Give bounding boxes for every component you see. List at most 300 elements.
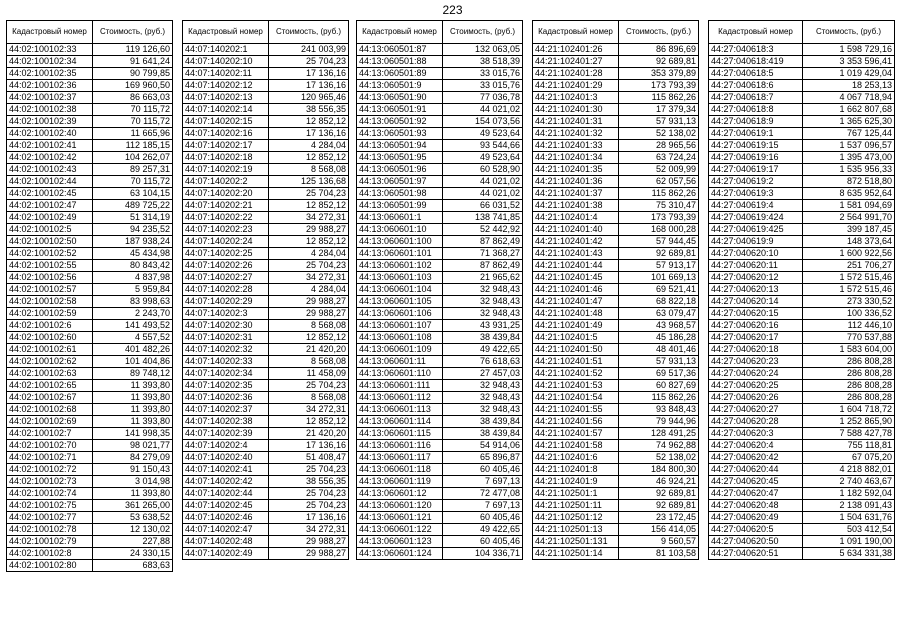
cost-cell: 17 136,16	[269, 128, 349, 140]
cadastral-number-cell: 44:27:040619:2	[709, 176, 803, 188]
cost-cell: 128 491,25	[619, 428, 699, 440]
cadastral-number-cell: 44:07:140202:34	[183, 368, 269, 380]
cost-cell: 34 272,31	[269, 212, 349, 224]
table-row	[709, 488, 895, 500]
table-row	[533, 392, 699, 404]
cost-cell: 141 998,35	[93, 428, 173, 440]
cost-cell: 2 243,70	[93, 308, 173, 320]
table-row	[183, 404, 349, 416]
cadastral-number-cell: 44:07:140202:26	[183, 260, 269, 272]
cadastral-number-cell: 44:02:100102:60	[7, 332, 93, 344]
table-row	[533, 248, 699, 260]
table-row	[709, 104, 895, 116]
table-row	[7, 464, 173, 476]
cadastral-number-cell: 44:07:140202:27	[183, 272, 269, 284]
cost-cell: 227,88	[93, 536, 173, 548]
cost-cell: 27 457,03	[443, 368, 523, 380]
cost-cell: 11 393,80	[93, 380, 173, 392]
cadastral-number-cell: 44:27:040620:16	[709, 320, 803, 332]
cadastral-number-cell: 44:02:100102:55	[7, 260, 93, 272]
cost-cell: 60 405,46	[443, 512, 523, 524]
table-row	[183, 548, 349, 560]
cost-cell: 3 353 596,41	[803, 56, 895, 68]
table-row	[357, 224, 523, 236]
table-row	[533, 404, 699, 416]
table-row	[709, 188, 895, 200]
cost-cell: 29 988,27	[269, 296, 349, 308]
cost-cell: 33 015,76	[443, 68, 523, 80]
table-row	[533, 500, 699, 512]
table-row	[7, 524, 173, 536]
table-row	[183, 476, 349, 488]
table-row	[709, 332, 895, 344]
table-row	[357, 356, 523, 368]
cadastral-number-cell: 44:13:060601:122	[357, 524, 443, 536]
table-row	[183, 428, 349, 440]
cadastral-number-cell: 44:02:100102:69	[7, 416, 93, 428]
table-row	[357, 428, 523, 440]
table-row	[357, 44, 523, 56]
cadastral-number-cell: 44:21:102401:29	[533, 80, 619, 92]
table-row	[533, 116, 699, 128]
cost-cell: 7 588 427,78	[803, 428, 895, 440]
cost-cell: 38 439,84	[443, 332, 523, 344]
cost-cell: 4 837,98	[93, 272, 173, 284]
cost-cell: 286 808,28	[803, 392, 895, 404]
cost-cell: 92 689,81	[619, 56, 699, 68]
table-row	[357, 140, 523, 152]
table-row	[7, 548, 173, 560]
cost-cell: 45 434,98	[93, 248, 173, 260]
cadastral-number-cell: 44:07:140202:28	[183, 284, 269, 296]
cost-cell: 28 965,56	[619, 140, 699, 152]
cost-cell: 12 852,12	[269, 416, 349, 428]
cadastral-number-cell: 44:02:100102:70	[7, 440, 93, 452]
table-row	[709, 476, 895, 488]
cost-cell: 93 848,43	[619, 404, 699, 416]
cadastral-number-cell: 44:07:140202:19	[183, 164, 269, 176]
table-row	[533, 524, 699, 536]
cadastral-number-cell: 44:02:100102:75	[7, 500, 93, 512]
cost-cell: 1 581 094,69	[803, 200, 895, 212]
table-row	[183, 200, 349, 212]
cadastral-number-cell: 44:02:100102:47	[7, 200, 93, 212]
cadastral-number-cell: 44:21:102401:35	[533, 164, 619, 176]
table-row	[7, 140, 173, 152]
table-row	[7, 560, 173, 572]
table-row	[709, 224, 895, 236]
table-row	[533, 356, 699, 368]
cadastral-number-cell: 44:02:100102:56	[7, 272, 93, 284]
cost-cell: 89 748,12	[93, 368, 173, 380]
table-row	[357, 344, 523, 356]
cadastral-number-cell: 44:21:102501:131	[533, 536, 619, 548]
cost-cell: 9 560,57	[619, 536, 699, 548]
cadastral-number-cell: 44:13:060601:1	[357, 212, 443, 224]
cost-cell: 112 446,10	[803, 320, 895, 332]
cadastral-number-cell: 44:07:140202:1	[183, 44, 269, 56]
cost-cell: 8 635 952,64	[803, 188, 895, 200]
table-row	[183, 68, 349, 80]
cadastral-number-cell: 44:07:140202:32	[183, 344, 269, 356]
cadastral-number-cell: 44:13:060601:100	[357, 236, 443, 248]
table-row	[357, 464, 523, 476]
cadastral-number-cell: 44:02:100102:33	[7, 44, 93, 56]
cost-cell: 33 015,76	[443, 80, 523, 92]
cadastral-number-cell: 44:13:060601:118	[357, 464, 443, 476]
cadastral-number-cell: 44:07:140202:12	[183, 80, 269, 92]
table-row	[533, 68, 699, 80]
cost-cell: 101 404,86	[93, 356, 173, 368]
table-row	[7, 104, 173, 116]
table-row	[357, 332, 523, 344]
table-row	[709, 368, 895, 380]
cost-cell: 11 458,09	[269, 368, 349, 380]
cost-cell: 100 336,52	[803, 308, 895, 320]
table-row	[709, 428, 895, 440]
cadastral-number-cell: 44:27:040619:4	[709, 200, 803, 212]
cost-cell: 51 408,47	[269, 452, 349, 464]
table-row	[533, 284, 699, 296]
cost-cell: 86 896,69	[619, 44, 699, 56]
table-row	[533, 296, 699, 308]
cost-cell: 63 104,15	[93, 188, 173, 200]
cost-cell: 51 314,19	[93, 212, 173, 224]
table-row	[709, 176, 895, 188]
cadastral-number-cell: 44:07:140202:30	[183, 320, 269, 332]
table-row	[183, 512, 349, 524]
cost-cell: 49 523,64	[443, 128, 523, 140]
cadastral-number-cell: 44:27:040619:1	[709, 128, 803, 140]
cadastral-number-cell: 44:21:102501:1	[533, 488, 619, 500]
table-row	[533, 536, 699, 548]
cost-cell: 29 988,27	[269, 548, 349, 560]
table-row	[357, 512, 523, 524]
cadastral-number-cell: 44:21:102401:48	[533, 308, 619, 320]
page-number: 223	[442, 3, 463, 17]
cost-cell: 80 843,42	[93, 260, 173, 272]
cadastral-number-cell: 44:02:100102:37	[7, 92, 93, 104]
table-row	[533, 428, 699, 440]
cost-cell: 69 517,36	[619, 368, 699, 380]
cost-cell: 49 523,64	[443, 152, 523, 164]
cost-cell: 7 697,13	[443, 476, 523, 488]
cost-cell: 57 944,45	[619, 236, 699, 248]
cost-cell: 18 253,13	[803, 80, 895, 92]
cost-cell: 4 067 718,94	[803, 92, 895, 104]
table-row	[357, 320, 523, 332]
table-row	[7, 536, 173, 548]
table-row	[533, 260, 699, 272]
cadastral-number-cell: 44:13:060601:101	[357, 248, 443, 260]
table-row	[533, 332, 699, 344]
cost-cell: 49 422,65	[443, 524, 523, 536]
cadastral-number-cell: 44:02:100102:72	[7, 464, 93, 476]
cadastral-number-cell: 44:13:060601:12	[357, 488, 443, 500]
cadastral-number-cell: 44:13:060501:96	[357, 164, 443, 176]
cadastral-number-cell: 44:13:060601:119	[357, 476, 443, 488]
table-row	[7, 164, 173, 176]
cadastral-number-cell: 44:27:040620:18	[709, 344, 803, 356]
table-row	[7, 176, 173, 188]
cadastral-number-cell: 44:27:040620:44	[709, 464, 803, 476]
cost-cell: 32 948,43	[443, 404, 523, 416]
cadastral-number-cell: 44:27:040619:16	[709, 152, 803, 164]
cadastral-number-cell: 44:07:140202:16	[183, 128, 269, 140]
table-row	[357, 452, 523, 464]
table-row	[357, 392, 523, 404]
table-row	[183, 296, 349, 308]
cadastral-number-cell: 44:02:100102:65	[7, 380, 93, 392]
cadastral-number-header: Кадастровый номер	[183, 21, 269, 44]
cost-cell: 25 704,23	[269, 56, 349, 68]
cadastral-number-cell: 44:07:140202:14	[183, 104, 269, 116]
table-row	[7, 56, 173, 68]
table-row	[709, 200, 895, 212]
cost-cell: 63 079,47	[619, 308, 699, 320]
cadastral-number-cell: 44:27:040620:49	[709, 512, 803, 524]
cadastral-number-cell: 44:02:100102:43	[7, 164, 93, 176]
cadastral-number-cell: 44:02:100102:42	[7, 152, 93, 164]
cadastral-number-cell: 44:07:140202:37	[183, 404, 269, 416]
cadastral-number-cell: 44:02:100102:34	[7, 56, 93, 68]
cadastral-number-cell: 44:07:140202:4	[183, 440, 269, 452]
cadastral-number-cell: 44:02:100102:45	[7, 188, 93, 200]
cost-cell: 21 420,20	[269, 428, 349, 440]
cost-cell: 12 852,12	[269, 152, 349, 164]
table-row	[357, 308, 523, 320]
table-row	[7, 308, 173, 320]
cost-cell: 84 279,09	[93, 452, 173, 464]
cost-cell: 52 009,99	[619, 164, 699, 176]
table-row	[709, 140, 895, 152]
cost-cell: 156 414,05	[619, 524, 699, 536]
cost-cell: 17 136,16	[269, 440, 349, 452]
table-row	[709, 128, 895, 140]
cost-cell: 17 379,34	[619, 104, 699, 116]
table-row	[7, 284, 173, 296]
cadastral-number-cell: 44:07:140202:35	[183, 380, 269, 392]
cadastral-number-cell: 44:21:102401:33	[533, 140, 619, 152]
cadastral-number-cell: 44:21:102501:12	[533, 512, 619, 524]
table-row	[357, 284, 523, 296]
table-row	[709, 356, 895, 368]
cost-cell: 75 310,47	[619, 200, 699, 212]
cadastral-number-cell: 44:02:100102:50	[7, 236, 93, 248]
cadastral-number-cell: 44:02:100102:49	[7, 212, 93, 224]
cadastral-number-cell: 44:13:060501:87	[357, 44, 443, 56]
cadastral-number-cell: 44:27:040619:425	[709, 224, 803, 236]
cadastral-number-cell: 44:02:100102:52	[7, 248, 93, 260]
cadastral-number-cell: 44:13:060601:117	[357, 452, 443, 464]
cadastral-number-cell: 44:21:102401:51	[533, 356, 619, 368]
cadastral-number-cell: 44:27:040620:25	[709, 380, 803, 392]
cadastral-number-cell: 44:13:060601:115	[357, 428, 443, 440]
cadastral-number-cell: 44:21:102401:40	[533, 224, 619, 236]
cadastral-number-cell: 44:07:140202:48	[183, 536, 269, 548]
cadastral-number-cell: 44:27:040618:8	[709, 104, 803, 116]
cost-cell: 1 535 956,33	[803, 164, 895, 176]
table-row	[7, 416, 173, 428]
cadastral-number-cell: 44:13:060501:99	[357, 200, 443, 212]
cadastral-number-cell: 44:27:040619:9	[709, 236, 803, 248]
cadastral-number-cell: 44:02:100102:67	[7, 392, 93, 404]
table-row	[183, 392, 349, 404]
table-row	[183, 536, 349, 548]
cost-cell: 503 412,54	[803, 524, 895, 536]
cost-cell: 1 598 729,16	[803, 44, 895, 56]
table-row	[709, 548, 895, 560]
cost-cell: 3 014,98	[93, 476, 173, 488]
cadastral-number-cell: 44:13:060601:120	[357, 500, 443, 512]
table-row	[709, 44, 895, 56]
cost-cell: 24 330,15	[93, 548, 173, 560]
cadastral-number-cell: 44:13:060601:107	[357, 320, 443, 332]
table-row	[183, 344, 349, 356]
cadastral-number-cell: 44:07:140202:39	[183, 428, 269, 440]
cost-cell: 74 962,88	[619, 440, 699, 452]
cost-cell: 104 262,07	[93, 152, 173, 164]
cadastral-number-cell: 44:27:040620:47	[709, 488, 803, 500]
cost-cell: 872 518,80	[803, 176, 895, 188]
table-row	[533, 152, 699, 164]
table-row	[183, 224, 349, 236]
table-row	[533, 368, 699, 380]
cadastral-number-cell: 44:13:060601:106	[357, 308, 443, 320]
table-row	[7, 116, 173, 128]
cadastral-number-cell: 44:07:140202:29	[183, 296, 269, 308]
table-row	[357, 404, 523, 416]
cost-cell: 17 136,16	[269, 512, 349, 524]
cost-cell: 32 948,43	[443, 296, 523, 308]
cost-cell: 115 862,26	[619, 392, 699, 404]
table-row	[357, 212, 523, 224]
table-row	[357, 272, 523, 284]
cost-cell: 32 948,43	[443, 284, 523, 296]
table-row	[709, 464, 895, 476]
cost-cell: 361 265,00	[93, 500, 173, 512]
table-row	[7, 488, 173, 500]
cadastral-number-cell: 44:13:060601:111	[357, 380, 443, 392]
table-row	[533, 140, 699, 152]
table-row	[183, 260, 349, 272]
cost-cell: 46 924,21	[619, 476, 699, 488]
cost-cell: 11 393,80	[93, 416, 173, 428]
cadastral-number-cell: 44:27:040620:3	[709, 428, 803, 440]
cost-cell: 12 852,12	[269, 116, 349, 128]
table-row	[709, 524, 895, 536]
cost-cell: 38 439,84	[443, 428, 523, 440]
cost-cell: 154 073,56	[443, 116, 523, 128]
table-row	[533, 224, 699, 236]
table-row	[533, 488, 699, 500]
table-row	[357, 92, 523, 104]
cost-cell: 11 393,80	[93, 404, 173, 416]
table-row	[183, 140, 349, 152]
cost-cell: 70 115,72	[93, 176, 173, 188]
table-row	[7, 248, 173, 260]
table-row	[357, 152, 523, 164]
cadastral-number-cell: 44:02:100102:78	[7, 524, 93, 536]
cost-cell: 29 988,27	[269, 308, 349, 320]
cadastral-number-cell: 44:21:102401:4	[533, 212, 619, 224]
cadastral-number-cell: 44:13:060601:11	[357, 356, 443, 368]
table-row	[183, 308, 349, 320]
table-row	[7, 392, 173, 404]
cost-cell: 60 827,69	[619, 380, 699, 392]
cadastral-number-cell: 44:21:102401:32	[533, 128, 619, 140]
table-row	[7, 428, 173, 440]
cost-cell: 2 138 091,43	[803, 500, 895, 512]
table-row	[709, 248, 895, 260]
cost-cell: 72 477,08	[443, 488, 523, 500]
cadastral-number-cell: 44:27:040620:15	[709, 308, 803, 320]
table-row	[709, 320, 895, 332]
table-row	[709, 392, 895, 404]
cost-cell: 17 136,16	[269, 68, 349, 80]
cadastral-number-cell: 44:13:060601:105	[357, 296, 443, 308]
cost-cell: 52 138,02	[619, 452, 699, 464]
cadastral-number-cell: 44:27:040620:10	[709, 248, 803, 260]
cost-cell: 1 604 718,72	[803, 404, 895, 416]
cost-cell: 8 568,08	[269, 392, 349, 404]
cadastral-number-cell: 44:21:102501:11	[533, 500, 619, 512]
table-row	[7, 152, 173, 164]
cadastral-number-cell: 44:27:040620:17	[709, 332, 803, 344]
table-row	[7, 92, 173, 104]
table-row	[7, 452, 173, 464]
cost-cell: 69 521,41	[619, 284, 699, 296]
cost-cell: 70 115,72	[93, 104, 173, 116]
table-row	[357, 80, 523, 92]
cost-cell: 25 704,23	[269, 488, 349, 500]
cadastral-number-cell: 44:27:040620:4	[709, 440, 803, 452]
cost-cell: 48 401,46	[619, 344, 699, 356]
cadastral-number-cell: 44:02:100102:6	[7, 320, 93, 332]
cadastral-number-cell: 44:07:140202:49	[183, 548, 269, 560]
cadastral-number-cell: 44:07:140202:18	[183, 152, 269, 164]
table-row	[357, 536, 523, 548]
table-row	[7, 272, 173, 284]
table-row	[709, 116, 895, 128]
cadastral-number-cell: 44:21:102401:45	[533, 272, 619, 284]
table-row	[7, 224, 173, 236]
table-row	[183, 176, 349, 188]
cost-cell: 25 704,23	[269, 260, 349, 272]
table-row	[183, 44, 349, 56]
table-row	[7, 296, 173, 308]
table-row	[533, 188, 699, 200]
cadastral-number-cell: 44:07:140202:23	[183, 224, 269, 236]
cadastral-number-cell: 44:13:060601:108	[357, 332, 443, 344]
cost-cell: 4 557,52	[93, 332, 173, 344]
table-row	[709, 236, 895, 248]
cost-cell: 94 235,52	[93, 224, 173, 236]
cadastral-number-header: Кадастровый номер	[7, 21, 93, 44]
cadastral-number-cell: 44:13:060601:123	[357, 536, 443, 548]
table-row	[7, 320, 173, 332]
cadastral-number-cell: 44:02:100102:57	[7, 284, 93, 296]
table-row	[357, 236, 523, 248]
table-row	[183, 356, 349, 368]
cost-cell: 187 938,24	[93, 236, 173, 248]
cadastral-number-cell: 44:21:102401:49	[533, 320, 619, 332]
cost-cell: 173 793,39	[619, 80, 699, 92]
cost-cell: 57 931,13	[619, 356, 699, 368]
table-row	[183, 152, 349, 164]
cost-cell: 63 724,24	[619, 152, 699, 164]
cadastral-number-cell: 44:07:140202:20	[183, 188, 269, 200]
